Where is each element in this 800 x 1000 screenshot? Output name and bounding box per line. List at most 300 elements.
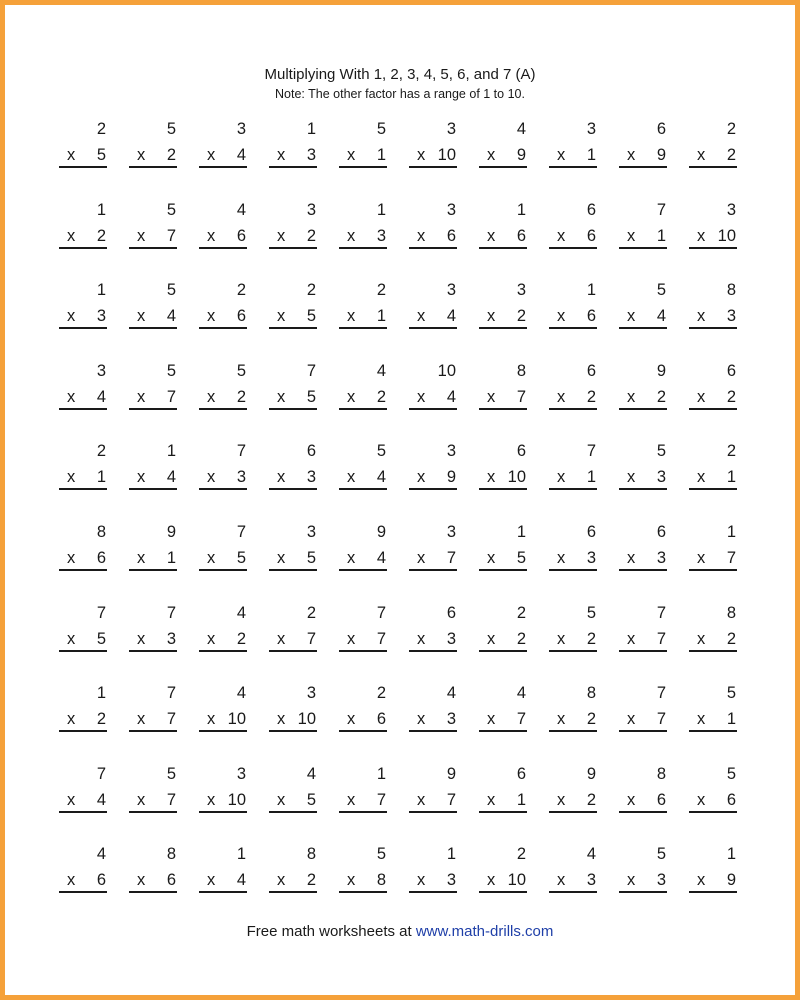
problem-bottom-line xyxy=(59,790,107,813)
problem-top-factor: 3 xyxy=(446,281,456,300)
problem xyxy=(403,441,473,521)
problem-top-factor: 7 xyxy=(166,603,176,622)
multiply-operator: x xyxy=(487,468,496,487)
problem-top-factor: 1 xyxy=(376,764,386,783)
problem xyxy=(613,280,683,360)
problem-bottom-line xyxy=(479,467,527,490)
problem-top-factor: 7 xyxy=(96,764,106,783)
multiply-operator: x xyxy=(67,387,76,406)
problem xyxy=(53,522,123,602)
problem-bottom-line xyxy=(689,790,737,813)
problem-bottom-factor: 7 xyxy=(446,548,456,567)
multiply-operator: x xyxy=(557,307,566,326)
problem-bottom-factor: 5 xyxy=(96,629,106,648)
multiply-operator: x xyxy=(137,387,146,406)
problem-top-factor: 6 xyxy=(446,603,456,622)
multiply-operator: x xyxy=(557,548,566,567)
multiply-operator: x xyxy=(417,790,426,809)
problem-top-factor: 3 xyxy=(96,361,106,380)
problem-top-factor: 5 xyxy=(166,120,176,138)
multiply-operator: x xyxy=(697,871,706,890)
problem-bottom-factor: 5 xyxy=(236,548,246,567)
problem xyxy=(403,522,473,602)
multiply-operator: x xyxy=(697,629,706,648)
multiply-operator: x xyxy=(67,468,76,487)
problem-top-factor: 2 xyxy=(376,684,386,703)
multiply-operator: x xyxy=(627,790,636,809)
problem xyxy=(333,200,403,280)
multiply-operator: x xyxy=(347,307,356,326)
problem xyxy=(53,844,123,924)
multiply-operator: x xyxy=(277,710,286,729)
problem-top-factor: 9 xyxy=(166,522,176,541)
problem-bottom-factor: 1 xyxy=(166,548,176,567)
multiply-operator: x xyxy=(697,548,706,567)
problem-bottom-line xyxy=(619,629,667,652)
problem xyxy=(683,603,753,683)
problem xyxy=(123,603,193,683)
problem-bottom-line xyxy=(129,387,177,410)
problem-bottom-factor: 6 xyxy=(236,226,246,245)
multiply-operator: x xyxy=(67,146,76,164)
problem xyxy=(263,200,333,280)
problem-bottom-factor: 5 xyxy=(306,548,316,567)
problem xyxy=(473,522,543,602)
multiply-operator: x xyxy=(417,387,426,406)
problem xyxy=(193,603,263,683)
problem-top-factor: 7 xyxy=(166,684,176,703)
problem-bottom-line xyxy=(409,306,457,329)
problem-bottom-line xyxy=(269,145,317,168)
problem-top-factor: 3 xyxy=(446,120,456,138)
problem-bottom-line xyxy=(619,790,667,813)
problem-bottom-line xyxy=(129,629,177,652)
multiply-operator: x xyxy=(207,146,216,164)
multiply-operator: x xyxy=(557,226,566,245)
problem xyxy=(123,441,193,521)
problem-top-factor: 1 xyxy=(586,281,596,300)
problem-bottom-factor: 2 xyxy=(96,710,106,729)
problem xyxy=(193,361,263,441)
problem-bottom-line xyxy=(689,548,737,571)
problem xyxy=(543,764,613,844)
problem-top-factor: 4 xyxy=(376,361,386,380)
footer xyxy=(5,923,795,941)
multiply-operator: x xyxy=(627,629,636,648)
problem-top-factor: 8 xyxy=(726,603,736,622)
problem xyxy=(333,119,403,199)
problem-bottom-factor: 10 xyxy=(227,710,246,729)
problem-bottom-factor: 5 xyxy=(516,548,526,567)
problem-bottom-line xyxy=(619,870,667,893)
problem xyxy=(683,361,753,441)
problem-top-factor: 5 xyxy=(726,684,736,703)
problem-top-factor: 3 xyxy=(446,442,456,461)
problem-top-factor: 3 xyxy=(306,200,316,219)
problem-bottom-factor: 7 xyxy=(166,710,176,729)
problem-bottom-line xyxy=(549,145,597,168)
problem-bottom-line xyxy=(479,790,527,813)
multiply-operator: x xyxy=(137,629,146,648)
problem-top-factor: 4 xyxy=(516,684,526,703)
multiply-operator: x xyxy=(627,387,636,406)
problem-top-factor: 5 xyxy=(726,764,736,783)
problem-bottom-line xyxy=(479,629,527,652)
problem-bottom-line xyxy=(409,548,457,571)
problem-bottom-line xyxy=(689,226,737,249)
multiply-operator: x xyxy=(277,226,286,245)
problem xyxy=(53,764,123,844)
problem-bottom-factor: 4 xyxy=(236,146,246,164)
multiply-operator: x xyxy=(487,710,496,729)
problem-bottom-factor: 3 xyxy=(656,548,666,567)
multiply-operator: x xyxy=(487,629,496,648)
problem-bottom-factor: 7 xyxy=(516,387,526,406)
problem-bottom-factor: 3 xyxy=(96,307,106,326)
problem-top-factor: 6 xyxy=(306,442,316,461)
problem-bottom-factor: 6 xyxy=(236,307,246,326)
footer-site-link[interactable]: www.math-drills.com xyxy=(415,923,554,940)
multiply-operator: x xyxy=(487,146,496,164)
problem-bottom-factor: 9 xyxy=(656,146,666,164)
multiply-operator: x xyxy=(487,790,496,809)
problem-bottom-factor: 2 xyxy=(236,629,246,648)
problem xyxy=(543,441,613,521)
multiply-operator: x xyxy=(417,226,426,245)
problem-bottom-factor: 2 xyxy=(656,387,666,406)
problem-bottom-factor: 6 xyxy=(446,226,456,245)
problem-bottom-line xyxy=(409,387,457,410)
problem-bottom-line xyxy=(129,870,177,893)
problem-bottom-factor: 9 xyxy=(446,468,456,487)
problem-top-factor: 8 xyxy=(516,361,526,380)
multiply-operator: x xyxy=(627,871,636,890)
problem xyxy=(613,683,683,763)
problem xyxy=(473,441,543,521)
problem-bottom-factor: 2 xyxy=(166,146,176,164)
problem-top-factor: 7 xyxy=(586,442,596,461)
problem xyxy=(403,361,473,441)
multiply-operator: x xyxy=(487,307,496,326)
problem-bottom-line xyxy=(339,709,387,732)
problem xyxy=(613,603,683,683)
problem-top-factor: 7 xyxy=(376,603,386,622)
multiply-operator: x xyxy=(207,468,216,487)
problem xyxy=(543,683,613,763)
problem-bottom-factor: 4 xyxy=(96,387,106,406)
problem-top-factor: 6 xyxy=(656,522,666,541)
problem xyxy=(403,844,473,924)
problem-top-factor: 2 xyxy=(726,120,736,138)
problem-top-factor: 2 xyxy=(726,442,736,461)
multiply-operator: x xyxy=(277,146,286,164)
problem-bottom-line xyxy=(619,306,667,329)
problem-bottom-factor: 5 xyxy=(306,790,316,809)
multiply-operator: x xyxy=(67,226,76,245)
problem-top-factor: 2 xyxy=(236,281,246,300)
problem-bottom-line xyxy=(59,306,107,329)
multiply-operator: x xyxy=(67,710,76,729)
problem-bottom-factor: 10 xyxy=(297,710,316,729)
problem-top-factor: 1 xyxy=(166,442,176,461)
problem-bottom-line xyxy=(409,226,457,249)
problem xyxy=(193,683,263,763)
problem-top-factor: 6 xyxy=(586,361,596,380)
problem xyxy=(263,683,333,763)
problem-bottom-factor: 6 xyxy=(96,871,106,890)
multiply-operator: x xyxy=(277,307,286,326)
problem xyxy=(543,119,613,199)
problem-bottom-line xyxy=(409,790,457,813)
problem-bottom-factor: 6 xyxy=(586,307,596,326)
problem-bottom-line xyxy=(199,709,247,732)
problem-bottom-factor: 3 xyxy=(236,468,246,487)
multiply-operator: x xyxy=(697,146,706,164)
multiply-operator: x xyxy=(207,710,216,729)
problem-bottom-factor: 7 xyxy=(166,790,176,809)
problem-bottom-line xyxy=(339,870,387,893)
multiply-operator: x xyxy=(347,387,356,406)
problem-top-factor: 1 xyxy=(376,200,386,219)
problem-top-factor: 7 xyxy=(236,522,246,541)
problem-bottom-line xyxy=(129,306,177,329)
problem xyxy=(263,441,333,521)
problem-bottom-line xyxy=(549,870,597,893)
problem-bottom-line xyxy=(59,629,107,652)
problem-top-factor: 8 xyxy=(656,764,666,783)
problem-bottom-factor: 3 xyxy=(166,629,176,648)
problem xyxy=(263,603,333,683)
problem-bottom-line xyxy=(479,870,527,893)
problem xyxy=(683,200,753,280)
problem-bottom-line xyxy=(269,226,317,249)
problem-top-factor: 3 xyxy=(726,200,736,219)
problem-bottom-line xyxy=(269,548,317,571)
problem-top-factor: 6 xyxy=(516,764,526,783)
problem-top-factor: 5 xyxy=(376,442,386,461)
multiply-operator: x xyxy=(697,387,706,406)
problem-bottom-factor: 8 xyxy=(376,871,386,890)
problem xyxy=(263,361,333,441)
problem-top-factor: 5 xyxy=(586,603,596,622)
problem-top-factor: 3 xyxy=(586,120,596,138)
problem-bottom-line xyxy=(689,387,737,410)
problem-top-factor: 3 xyxy=(236,764,246,783)
problem xyxy=(473,200,543,280)
problem-bottom-line xyxy=(269,709,317,732)
problem-bottom-line xyxy=(549,709,597,732)
problem xyxy=(333,280,403,360)
problem-bottom-factor: 2 xyxy=(306,226,316,245)
problem-bottom-line xyxy=(199,306,247,329)
problem xyxy=(613,522,683,602)
multiply-operator: x xyxy=(557,790,566,809)
problem-bottom-factor: 3 xyxy=(306,146,316,164)
problem-bottom-line xyxy=(619,709,667,732)
problem xyxy=(263,119,333,199)
multiply-operator: x xyxy=(137,468,146,487)
problem-bottom-line xyxy=(619,467,667,490)
problem-bottom-line xyxy=(269,387,317,410)
problem-bottom-factor: 7 xyxy=(376,629,386,648)
multiply-operator: x xyxy=(417,548,426,567)
problem-bottom-line xyxy=(129,548,177,571)
problem-bottom-line xyxy=(339,467,387,490)
problem-bottom-factor: 1 xyxy=(586,468,596,487)
multiply-operator: x xyxy=(697,710,706,729)
multiply-operator: x xyxy=(67,790,76,809)
multiply-operator: x xyxy=(277,468,286,487)
multiply-operator: x xyxy=(137,871,146,890)
problem-bottom-factor: 3 xyxy=(306,468,316,487)
problem-bottom-line xyxy=(339,790,387,813)
problem-bottom-line xyxy=(59,226,107,249)
problem xyxy=(473,764,543,844)
problem-top-factor: 9 xyxy=(376,522,386,541)
problem-bottom-factor: 4 xyxy=(166,307,176,326)
problem-top-factor: 4 xyxy=(236,603,246,622)
multiply-operator: x xyxy=(417,710,426,729)
worksheet-note: Note: The other factor has a range of 1 to 10. xyxy=(275,87,525,101)
problem-bottom-line xyxy=(409,145,457,168)
problem xyxy=(53,200,123,280)
problem-top-factor: 9 xyxy=(446,764,456,783)
problem-bottom-line xyxy=(59,870,107,893)
problem xyxy=(263,764,333,844)
problem-bottom-line xyxy=(269,790,317,813)
multiply-operator: x xyxy=(347,468,356,487)
problem-top-factor: 1 xyxy=(446,845,456,864)
problem-top-factor: 3 xyxy=(306,684,316,703)
problem-top-factor: 3 xyxy=(236,120,246,138)
problem-top-factor: 7 xyxy=(656,603,666,622)
problem xyxy=(543,844,613,924)
problem xyxy=(613,844,683,924)
multiply-operator: x xyxy=(487,387,496,406)
problem-top-factor: 6 xyxy=(586,522,596,541)
problem-bottom-line xyxy=(59,387,107,410)
problem xyxy=(123,200,193,280)
problem-bottom-line xyxy=(339,306,387,329)
problem-bottom-line xyxy=(689,467,737,490)
problem-bottom-factor: 4 xyxy=(96,790,106,809)
problem-top-factor: 5 xyxy=(376,845,386,864)
problem-top-factor: 8 xyxy=(586,684,596,703)
problem xyxy=(403,280,473,360)
problem-bottom-factor: 7 xyxy=(376,790,386,809)
problem-bottom-factor: 6 xyxy=(166,871,176,890)
problem-top-factor: 8 xyxy=(166,845,176,864)
problem-bottom-line xyxy=(269,629,317,652)
multiply-operator: x xyxy=(417,307,426,326)
problem-bottom-factor: 4 xyxy=(376,468,386,487)
problem-top-factor: 2 xyxy=(376,281,386,300)
problem-bottom-factor: 2 xyxy=(516,629,526,648)
problem-top-factor: 9 xyxy=(586,764,596,783)
problem xyxy=(193,200,263,280)
problem xyxy=(613,361,683,441)
problem-bottom-line xyxy=(689,709,737,732)
problem-bottom-factor: 4 xyxy=(446,387,456,406)
problem-bottom-line xyxy=(619,226,667,249)
worksheet-title: Multiplying With 1, 2, 3, 4, 5, 6, and 7 (A) xyxy=(264,66,536,83)
problem-bottom-line xyxy=(199,548,247,571)
multiply-operator: x xyxy=(627,710,636,729)
problem xyxy=(53,603,123,683)
problem xyxy=(613,764,683,844)
problem-top-factor: 9 xyxy=(656,361,666,380)
problem xyxy=(193,280,263,360)
problem xyxy=(683,522,753,602)
problem-bottom-line xyxy=(59,467,107,490)
problem-bottom-factor: 6 xyxy=(516,226,526,245)
problem xyxy=(403,683,473,763)
multiply-operator: x xyxy=(487,548,496,567)
problem-top-factor: 4 xyxy=(96,845,106,864)
problem-top-factor: 5 xyxy=(166,281,176,300)
problem-bottom-line xyxy=(339,548,387,571)
problem-top-factor: 4 xyxy=(236,684,246,703)
multiply-operator: x xyxy=(207,548,216,567)
multiply-operator: x xyxy=(277,790,286,809)
problem-bottom-factor: 7 xyxy=(166,387,176,406)
problem xyxy=(683,119,753,199)
problem xyxy=(53,683,123,763)
multiply-operator: x xyxy=(347,548,356,567)
problem-bottom-factor: 10 xyxy=(507,468,526,487)
problem-bottom-factor: 3 xyxy=(376,226,386,245)
problem-top-factor: 10 xyxy=(437,361,456,380)
problem-bottom-line xyxy=(129,709,177,732)
problem-bottom-factor: 3 xyxy=(656,871,666,890)
multiply-operator: x xyxy=(627,548,636,567)
problem-bottom-line xyxy=(59,548,107,571)
problem-bottom-line xyxy=(269,870,317,893)
problem xyxy=(123,361,193,441)
problem-bottom-factor: 3 xyxy=(586,871,596,890)
problem-top-factor: 1 xyxy=(726,522,736,541)
problem-top-factor: 1 xyxy=(516,200,526,219)
problem xyxy=(683,844,753,924)
multiply-operator: x xyxy=(697,226,706,245)
multiply-operator: x xyxy=(627,226,636,245)
problem xyxy=(473,361,543,441)
problem-top-factor: 4 xyxy=(236,200,246,219)
problem-top-factor: 5 xyxy=(656,442,666,461)
problem-top-factor: 2 xyxy=(306,603,316,622)
problem xyxy=(333,683,403,763)
problem-bottom-factor: 2 xyxy=(376,387,386,406)
multiply-operator: x xyxy=(417,871,426,890)
problem-bottom-line xyxy=(549,467,597,490)
problem-top-factor: 3 xyxy=(516,281,526,300)
problem-bottom-factor: 7 xyxy=(656,710,666,729)
multiply-operator: x xyxy=(627,468,636,487)
multiply-operator: x xyxy=(67,629,76,648)
problem xyxy=(333,361,403,441)
multiply-operator: x xyxy=(487,871,496,890)
problem xyxy=(403,603,473,683)
problem-bottom-line xyxy=(479,145,527,168)
problem xyxy=(473,603,543,683)
multiply-operator: x xyxy=(697,468,706,487)
multiply-operator: x xyxy=(557,629,566,648)
problem-bottom-factor: 2 xyxy=(96,226,106,245)
problem-bottom-line xyxy=(619,548,667,571)
problem-bottom-factor: 7 xyxy=(656,629,666,648)
problem-top-factor: 5 xyxy=(656,281,666,300)
problem xyxy=(473,119,543,199)
